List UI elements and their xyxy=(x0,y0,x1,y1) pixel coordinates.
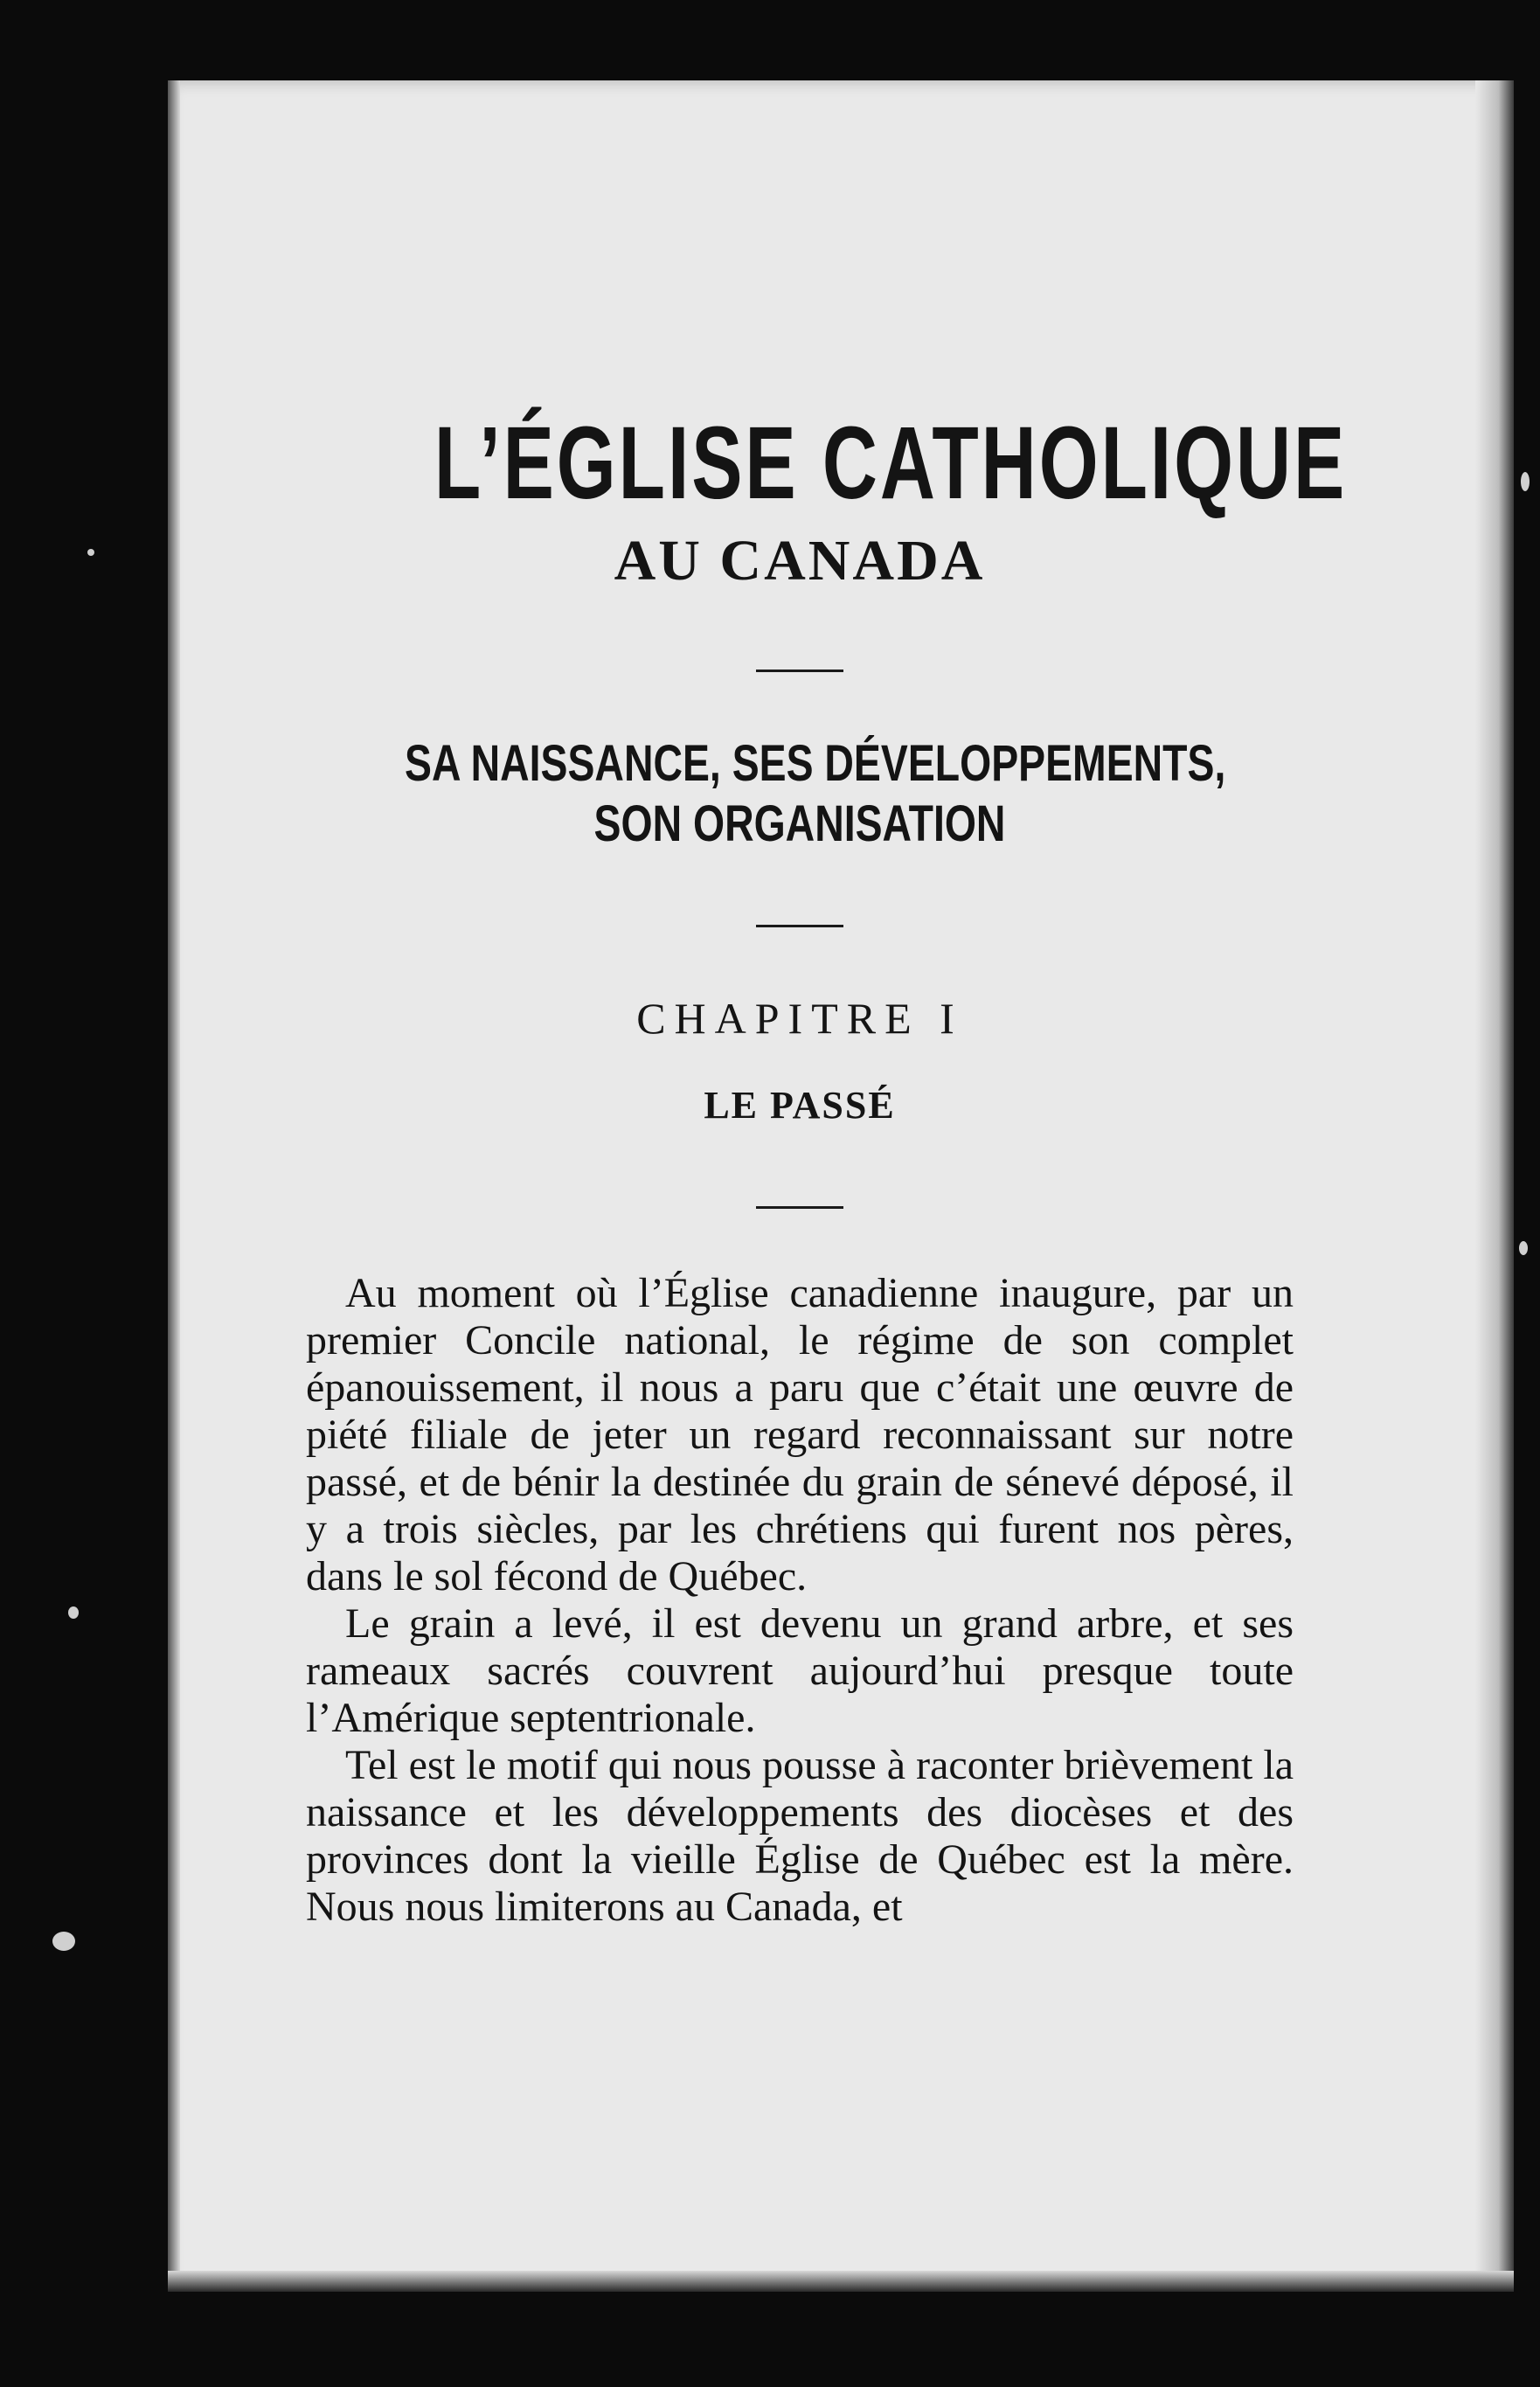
scan-speck xyxy=(52,1932,75,1951)
body-text xyxy=(306,1270,1294,1931)
page-edge-bottom xyxy=(168,2271,1514,2292)
paragraph: Tel est le motif qui nous pousse à raconter brièvement la naissance et les développements des diocèses et des provinces dont la vieille Église de Québec est la mère. Nous nous limiterons au Canada, et xyxy=(306,1741,1294,1930)
scan-speck xyxy=(68,1606,79,1619)
document-subtitle: AU CANADA xyxy=(614,528,986,593)
scan-speck xyxy=(87,549,94,556)
chapter-heading: CHAPITRE I xyxy=(636,993,963,1043)
heading-line-2: SON ORGANISATION xyxy=(593,795,1006,853)
paragraph: Le grain a levé, il est devenu un grand arbre, et ses rameaux sacrés couvrent aujourd’hui presque toute l’Amérique septentrionale. xyxy=(306,1599,1294,1741)
page-edge-right xyxy=(1475,80,1514,2292)
scan-speck xyxy=(1521,472,1530,491)
section-title: LE PASSÉ xyxy=(704,1083,896,1127)
heading-line-1: SA NAISSANCE, SES DÉVELOPPEMENTS, xyxy=(405,734,1226,792)
scan-speck xyxy=(1519,1241,1528,1255)
page-content xyxy=(306,350,1348,1931)
page-edge-left xyxy=(168,80,180,2292)
document-title: L’ÉGLISE CATHOLIQUE xyxy=(434,406,1348,521)
paragraph: Au moment où l’Église canadienne inaugure, par un premier Concile national, le régime de son complet épanouissement, il nous a paru que c’était une œuvre de piété filiale de jeter un regard reconnaissant sur notre passé, et de bénir la destinée du grain de sénevé déposé, il y a trois siècles, par les chrétiens qui furent nos pères, dans le sol fécond de Québec. xyxy=(306,1269,1294,1599)
